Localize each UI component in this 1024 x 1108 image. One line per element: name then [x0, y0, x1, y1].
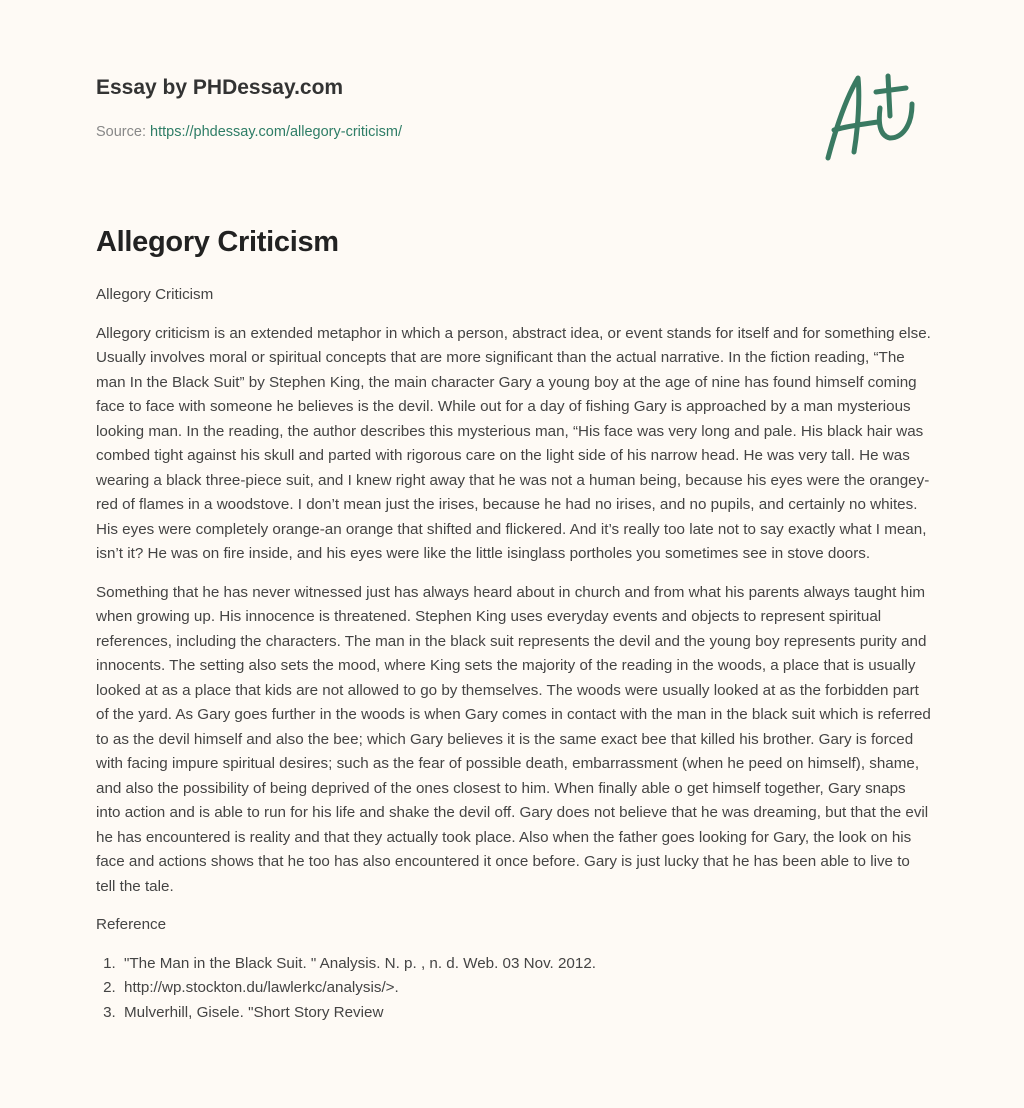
article-subtitle: Allegory Criticism	[96, 286, 214, 303]
reference-item: 3. Mulverhill, Gisele. "Short Story Review	[120, 1001, 932, 1026]
reference-heading: Reference	[96, 916, 167, 933]
source-link[interactable]: https://phdessay.com/allegory-criticism/	[150, 124, 402, 140]
paragraph: Something that he has never witnessed just has always heard about in church and from what his parents always taught him when growing up. His innocence is threatened. Stephen King uses everyday events and objects to represent spiritual references, including the characters. The man in the black suit represents the devil and the young boy represents purity and innocents. The setting also sets the mood, where King sets the majority of the reading in the woods, a place that is usually looked at as a place that kids are not allowed to go by themselves. The woods were usually looked at as the forbidden part of the yard. As Gary goes further in the woods is when Gary comes in contact with the man in the black suit which is referred to as the devil himself and also the bee; which Gary believes it is the same exact bee that killed his brother. Gary is forced with facing impure spiritual desires; such as the fear of possible death, embarrassment (when he peed on himself), shame, and also the possibility of being deprived of the ones closest to him. When finally able o get himself together, Gary snaps into action and is able to run for his life and shake the devil off. Gary does not believe that he was dreaming, but that the evil he has encountered is reality and that they actually took place. Also when the father goes looking for Gary, the look on his face and actions shows that he too has also encountered it once before. Gary is just lucky that he has been able to live to tell the tale.	[96, 583, 931, 895]
source-line	[96, 124, 402, 140]
reference-item: 1. "The Man in the Black Suit. " Analysis. N. p. , n. d. Web. 03 Nov. 2012.	[120, 952, 932, 977]
reference-list	[96, 952, 932, 1026]
paragraph: Allegory criticism is an extended metaphor in which a person, abstract idea, or event stands for itself and for something else. Usually involves moral or spiritual concepts that are more significant than the actual narrative. In the fiction reading, “The man In the Black Suit” by Stephen King, the main character Gary a young boy at the age of nine has found himself coming face to face with someone he believes is the devil. While out for a day of fishing Gary is approached by a man mysterious looking man. In the reading, the author describes this mysterious man, “His face was very long and pale. His black hair was combed tight against his skull and parted with rigorous care on the light side of his narrow head. He was very tall. He was wearing a black three-piece suit, and I knew right away that he was not a human being, because his eyes were the orangey-red of flames in a woodstove. I don’t mean just the irises, because he had no irises, and no pupils, and certainly no whites. His eyes were completely orange-an orange that shifted and flickered. And it’s really too late not to say exactly what I mean, isn’t it? He was on fire inside, and his eyes were like the little isinglass portholes you sometimes see in stove doors.	[96, 324, 931, 562]
site-title: Essay by PHDessay.com	[96, 76, 344, 99]
article-title: Allegory Criticism	[96, 226, 339, 258]
article	[96, 226, 932, 1025]
reference-item: 2. http://wp.stockton.du/lawlerkc/analysis/>.	[120, 976, 932, 1001]
a-plus-logo	[818, 68, 928, 164]
source-label: Source:	[96, 124, 146, 140]
